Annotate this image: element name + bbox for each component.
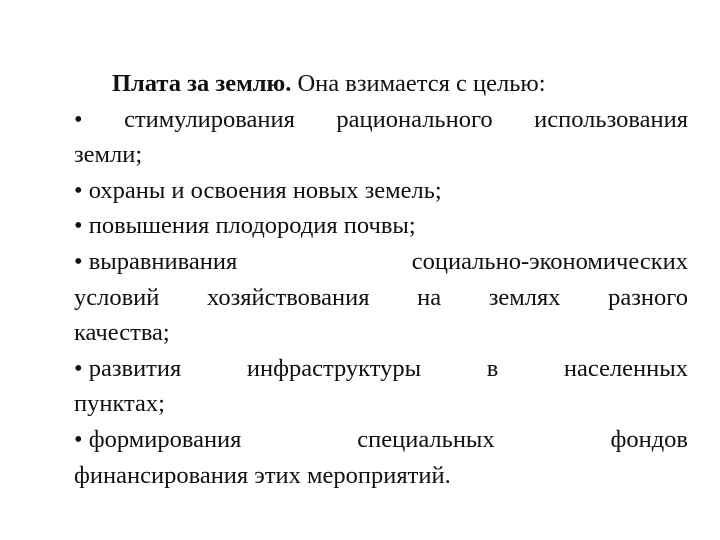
word: • развития <box>74 354 182 382</box>
list-item-line <box>74 244 688 280</box>
list-item-line: • охраны и освоения новых земель; <box>74 176 442 204</box>
word: инфраструктуры <box>246 354 422 382</box>
word: фондов <box>610 425 688 453</box>
word: разного <box>608 283 688 311</box>
list-item-line <box>74 102 688 138</box>
word: • выравнивания <box>74 247 238 275</box>
word: хозяйствования <box>207 283 370 311</box>
list-item-line <box>74 351 688 387</box>
list-item-line: пунктах; <box>74 390 165 418</box>
list-item-line: земли; <box>74 141 143 169</box>
bullet: • <box>74 105 83 133</box>
word: использования <box>534 105 688 133</box>
list-item-line <box>74 280 688 316</box>
document-body <box>74 66 688 493</box>
word: стимулирования <box>124 105 295 133</box>
word: • формирования <box>74 425 242 453</box>
list-item-line: • повышения плодородия почвы; <box>74 212 416 240</box>
word: на <box>417 283 442 311</box>
word: землях <box>488 283 561 311</box>
title-rest: Она взимается с целью: <box>291 70 546 97</box>
list-item-line: финансирования этих мероприятий. <box>74 461 451 489</box>
word: рационального <box>336 105 493 133</box>
document-title <box>74 66 688 102</box>
list-item-line: качества; <box>74 319 170 347</box>
word: социально-экономических <box>411 247 688 275</box>
word: в <box>486 354 499 382</box>
title-bold: Плата за землю. <box>112 70 292 97</box>
word: специальных <box>357 425 495 453</box>
list-item-line <box>74 422 688 458</box>
word: условий <box>74 283 160 311</box>
word: населенных <box>563 354 688 382</box>
